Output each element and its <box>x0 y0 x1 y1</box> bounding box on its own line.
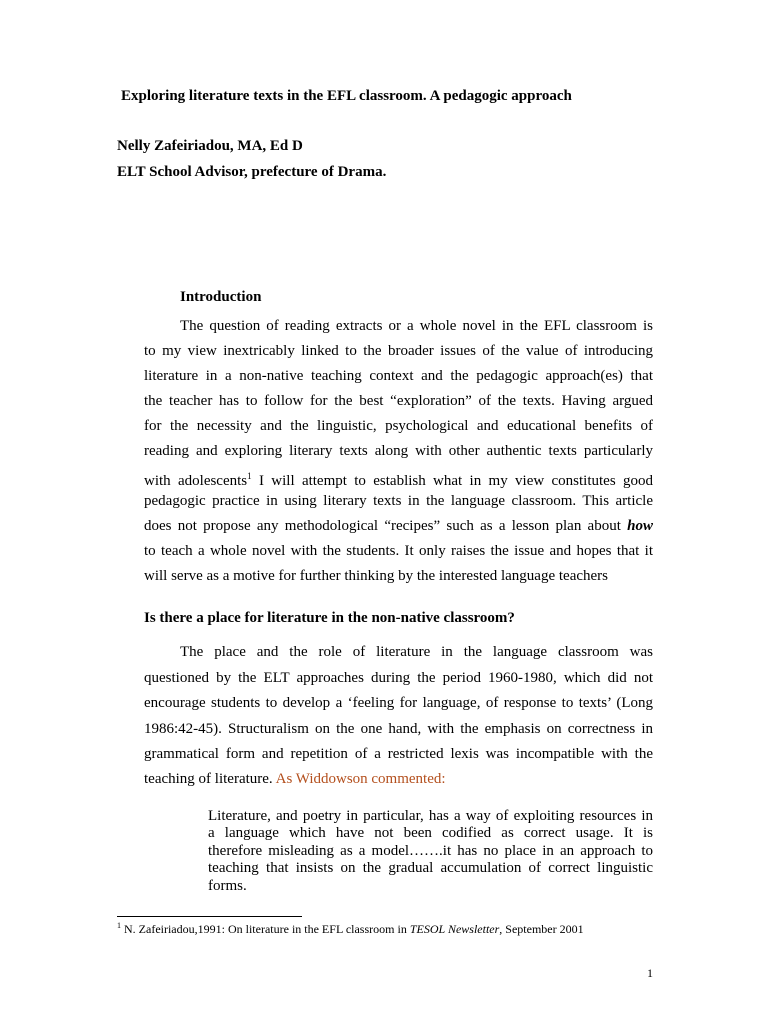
footnote-text-end: , September 2001 <box>499 922 584 936</box>
emphasis-how: how <box>627 518 653 534</box>
author-name: Nelly Zafeiriadou, MA, Ed D <box>117 138 303 154</box>
body-text-line: encourage students to develop a ‘feeling for language, of response to texts’ (Long <box>144 695 653 711</box>
body-text-line: will serve as a motive for further thinking by the interested language teachers <box>144 568 609 584</box>
body-text-line <box>144 514 653 539</box>
body-text-line: the teacher has to follow for the best “exploration” of the texts. Having argued <box>144 393 653 409</box>
quote-line: teaching that insists on the gradual accumulation of correct linguistic <box>208 860 653 876</box>
body-text-line: reading and exploring literary texts along with other authentic texts particularly <box>144 443 653 459</box>
page-number: 1 <box>647 966 653 980</box>
section-heading-introduction: Introduction <box>180 289 262 305</box>
footnote-text: N. Zafeiriadou,1991: On literature in the EFL classroom in <box>121 922 410 936</box>
body-text-line: pedagogic practice in using literary texts in the language classroom. This article <box>144 493 653 509</box>
highlighted-citation: As Widdowson commented: <box>275 771 446 787</box>
quote-line: therefore misleading as a model…….it has no place in an approach to <box>208 843 653 859</box>
quote-line: forms. <box>208 878 247 894</box>
body-text-line: for the necessity and the linguistic, psychological and educational benefits of <box>144 418 653 434</box>
body-text-line: grammatical form and repetition of a restricted lexis was incompatible with the <box>144 746 653 762</box>
line-text: I will attempt to establish what in my view constitutes good <box>251 473 653 489</box>
body-text-line: questioned by the ELT approaches during the period 1960-1980, which did not <box>144 670 653 686</box>
body-text-line: 1986:42-45). Structuralism on the one hand, with the emphasis on correctness in <box>144 721 653 737</box>
quote-line: a language which have not been codified as correct usage. It is <box>208 825 653 841</box>
footnote <box>117 921 584 937</box>
quote-line: Literature, and poetry in particular, has a way of exploiting resources in <box>208 808 653 824</box>
footnote-separator <box>117 916 302 917</box>
body-text-line: literature in a non-native teaching context and the pedagogic approach(es) that <box>144 368 653 384</box>
document-title: Exploring literature texts in the EFL classroom. A pedagogic approach <box>121 88 572 104</box>
footnote-journal: TESOL Newsletter <box>409 922 500 936</box>
line-text: The question of reading extracts or a whole novel in the EFL classroom is <box>180 318 653 334</box>
author-role: ELT School Advisor, prefecture of Drama. <box>117 164 387 180</box>
section-heading-literature-place: Is there a place for literature in the non-native classroom? <box>144 610 515 626</box>
line-text: with adolescents <box>144 473 248 489</box>
body-text-line <box>144 767 653 793</box>
body-text-line: to my view inextricably linked to the broader issues of the value of introducing <box>144 343 653 359</box>
footnote-marker: 1 <box>117 921 121 930</box>
body-text-line: to teach a whole novel with the students. It only raises the issue and hopes that it <box>144 543 653 559</box>
line-text: does not propose any methodological “recipes” such as a lesson plan about <box>144 518 628 534</box>
footnote-reference[interactable]: 1 <box>247 471 252 481</box>
line-text: teaching of literature. <box>144 771 276 787</box>
body-text-line: The place and the role of literature in the language classroom was <box>180 644 653 660</box>
body-text-line <box>180 314 653 339</box>
